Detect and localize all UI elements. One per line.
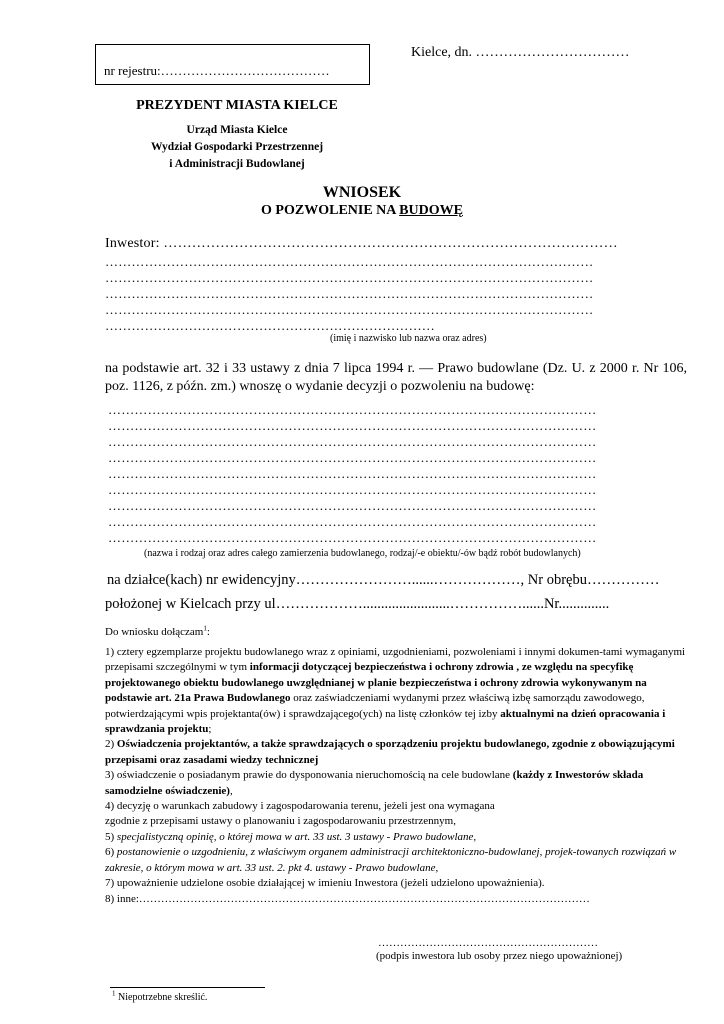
investor-dots-5: …………………………………………………………………	[105, 318, 435, 333]
attachment-item-7: 7) upoważnienie udzielone osobie działającej w imieniu Inwestora (jeżeli udzielono upoważnienia).	[105, 877, 545, 890]
project-dots-9: …………………………………………………………………………………………………	[108, 530, 597, 545]
authority-department: Wydział Gospodarki Przestrzennej	[150, 141, 324, 153]
investor-line: Inwestor: ……………………………………………………………………………………	[105, 236, 618, 251]
footnote: $^1$ Niepotrzebne skreślić.	[112, 989, 208, 1003]
signature-dots: ……………………………………………………	[378, 937, 598, 949]
project-dots-2: …………………………………………………………………………………………………	[108, 418, 597, 433]
authority-department-2: i Administracji Budowlanej	[169, 158, 305, 170]
investor-caption: (imię i nazwisko lub nazwa oraz adres)	[330, 333, 487, 344]
attachment-item-8: 8) inne:……………………………………………………………………………………………………………	[105, 892, 590, 905]
plot-street-line: położonej w Kielcach przy ul………………........................……………......Nr..............	[105, 596, 610, 612]
project-dots-6: …………………………………………………………………………………………………	[108, 482, 597, 497]
legal-basis-text: na podstawie art. 32 i 33 ustawy z dnia 7 lipca 1994 r. — Prawo budowlane (Dz. U. z 2000 r. Nr 106, poz. 1126, z późn. zm.) wnoszę o wydanie decyzji o pozwoleniu na budowę:	[105, 361, 687, 394]
project-dots-7: …………………………………………………………………………………………………	[108, 498, 597, 513]
attachments-footnote-mark: 1	[203, 624, 207, 633]
project-dots-8: …………………………………………………………………………………………………	[108, 514, 597, 529]
document-subtitle-underlined: BUDOWĘ	[399, 203, 463, 218]
plot-number-line: na działce(kach) nr ewidencyjny……………………......………………, Nr obrębu……………	[107, 572, 660, 588]
footnote-divider	[110, 987, 265, 988]
investor-dots-1: …………………………………………………………………………………………………	[105, 254, 594, 269]
project-caption: (nazwa i rodzaj oraz adres całego zamierzenia budowlanego, rodzaj/-e obiektu/-ów bądź robót budowlanych)	[144, 548, 581, 559]
investor-dots-3: …………………………………………………………………………………………………	[105, 286, 594, 301]
attachment-item-1: 1) cztery egzemplarze projektu budowlanego wraz z opiniami, uzgodnieniami, pozwoleniami i innymi dokumen-tami wymaganymi przepisami szczególnymi w tym informacji dotyczącej bezpieczeństwa i ochrony zdrowia , ze względu na specyfikę projektowanego obiektu budowlanego uwzględnianej w planie bezpieczeństwa i ochrony zdrowia wykonywanym na podstawie art. 21a Prawa Budowlanego oraz zaświadczeniami wydanymi przez właściwą izbę samorządu zawodowego, potwierdzającymi wpis projektanta(ów) i sprawdzającego(ych) na listę członków tej izby aktualnymi na dzień opracowania i sprawdzania projektu;	[105, 646, 686, 736]
registry-number-box	[95, 44, 370, 85]
project-dots-3: …………………………………………………………………………………………………	[108, 434, 597, 449]
attachment-item-3: 3) oświadczenie o posiadanym prawie do dysponowania nieruchomością na cele budowlane (każdy z Inwestorów składa samodzielne oświadczenie),	[105, 769, 644, 797]
project-dots-5: …………………………………………………………………………………………………	[108, 466, 597, 481]
attachment-item-5: 5) specjalistyczną opinię, o której mowa w art. 33 ust. 3 ustawy - Prawo budowlane,	[105, 830, 477, 843]
authority-office: Urząd Miasta Kielce	[186, 124, 288, 136]
document-title: WNIOSEK	[322, 184, 402, 201]
project-dots-1: …………………………………………………………………………………………………	[108, 402, 597, 417]
document-subtitle: O POZWOLENIE NA BUDOWĘ	[261, 203, 463, 218]
signature-caption: (podpis inwestora lub osoby przez niego upoważnionej)	[376, 950, 623, 962]
investor-dots-2: …………………………………………………………………………………………………	[105, 270, 594, 285]
project-dots-4: …………………………………………………………………………………………………	[108, 450, 597, 465]
attachment-item-4-cont: zgodnie z przepisami ustawy o planowaniu i zagospodarowaniu przestrzennym,	[105, 815, 456, 828]
attachments-list	[105, 645, 690, 907]
investor-dots-4: …………………………………………………………………………………………………	[105, 302, 594, 317]
attachment-item-6: 6) postanowienie o uzgodnieniu, z właściwym organem administracji architektoniczno-budowlanej, projek-towanych rozwiązań w zakresie, o którym mowa w art. 33 ust. 2. pkt 4. ustawy - Prawo budowlane,	[105, 846, 677, 874]
attachment-item-2: 2) Oświadczenia projektantów, a także sprawdzających o sporządzeniu projektu budowlanego, zgodnie z obowiązującymi przepisami oraz zasadami wiedzy technicznej	[105, 738, 675, 766]
footnote-mark: 1	[112, 989, 116, 998]
attachment-item-4: 4) decyzję o warunkach zabudowy i zagospodarowania terenu, jeżeli jest ona wymagana	[105, 800, 495, 813]
registry-number-field: nr rejestru:…………………………………	[104, 63, 330, 78]
attachments-heading: Do wniosku dołączam$^1$:	[105, 624, 210, 638]
place-date-field: Kielce, dn. ……………………………	[411, 45, 630, 60]
authority-title: PREZYDENT MIASTA KIELCE	[136, 98, 338, 113]
